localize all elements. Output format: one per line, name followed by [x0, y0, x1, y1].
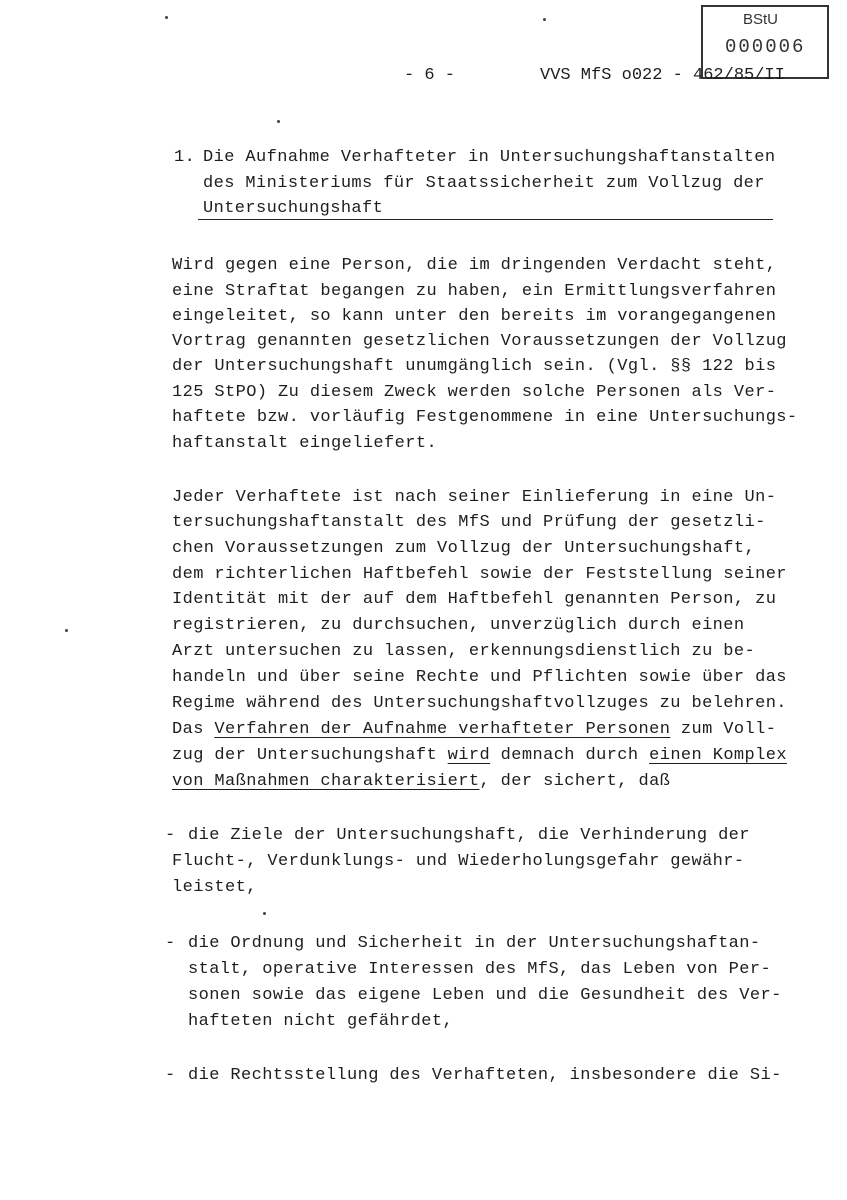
- paragraph-line: Regime während des Untersuchungshaftvollzuges zu belehren.: [172, 694, 787, 713]
- text-run: Das: [172, 720, 215, 739]
- paragraph-line: der Untersuchungshaft unumgänglich sein. (Vgl. §§ 122 bis: [172, 357, 777, 376]
- paragraph-line: chen Voraussetzungen zum Vollzug der Untersuchungshaft,: [172, 539, 756, 558]
- bullet-line: stalt, operative Interessen des MfS, das Leben von Per-: [188, 960, 772, 979]
- stamp-title: BStU: [743, 11, 779, 28]
- paragraph-line: Wird gegen eine Person, die im dringenden Verdacht steht,: [172, 256, 777, 275]
- bullet-line: die Ordnung und Sicherheit in der Untersuchungshaftan-: [188, 934, 761, 953]
- paragraph-line: tersuchungshaftanstalt des MfS und Prüfung der gesetzli-: [172, 513, 766, 532]
- paragraph-line: 125 StPO) Zu diesem Zweck werden solche Personen als Ver-: [172, 383, 777, 402]
- bullet-line: sonen sowie das eigene Leben und die Gesundheit des Ver-: [188, 986, 782, 1005]
- page-number: - 6 -: [404, 66, 456, 85]
- scan-speck: [165, 16, 168, 19]
- section-number: 1.: [174, 148, 196, 167]
- bullet-dash: -: [165, 826, 176, 845]
- section-title-line: des Ministeriums für Staatssicherheit zum Vollzug der: [203, 174, 765, 193]
- paragraph-line: eingeleitet, so kann unter den bereits im vorangegangenen: [172, 307, 777, 326]
- paragraph-line: haftanstalt eingeliefert.: [172, 434, 438, 453]
- paragraph-line: dem richterlichen Haftbefehl sowie der Feststellung seiner: [172, 565, 787, 584]
- text-run: zum Voll-: [670, 720, 777, 739]
- paragraph-line: Identität mit der auf dem Haftbefehl genannten Person, zu: [172, 590, 777, 609]
- paragraph-line: registrieren, zu durchsuchen, unverzüglich durch einen: [172, 616, 745, 635]
- underlined-phrase: von Maßnahmen charakterisiert: [172, 772, 480, 791]
- underlined-phrase: einen Komplex: [649, 746, 787, 765]
- paragraph-line: Arzt untersuchen zu lassen, erkennungsdienstlich zu be-: [172, 642, 756, 661]
- document-reference: VVS MfS o022 - 462/85/II: [540, 66, 785, 85]
- bullet-line: die Ziele der Untersuchungshaft, die Verhinderung der: [188, 826, 750, 845]
- paragraph-line: [172, 746, 787, 765]
- bullet-line: hafteten nicht gefährdet,: [188, 1012, 454, 1031]
- underlined-phrase: Verfahren der Aufnahme verhafteter Personen: [214, 720, 671, 739]
- paragraph-line: haftete bzw. vorläufig Festgenommene in eine Untersuchungs-: [172, 408, 798, 427]
- text-run: demnach durch: [490, 746, 650, 765]
- paragraph-line: Jeder Verhaftete ist nach seiner Einlieferung in eine Un-: [172, 488, 777, 507]
- paragraph-line: [172, 720, 776, 739]
- section-title-line: Die Aufnahme Verhafteter in Untersuchungshaftanstalten: [203, 148, 776, 167]
- paragraph-line: handeln und über seine Rechte und Pflichten sowie über das: [172, 668, 787, 687]
- bullet-dash: -: [165, 1066, 176, 1085]
- text-run: zug der Untersuchungshaft: [172, 746, 448, 765]
- heading-underline: [198, 219, 773, 220]
- bullet-line: die Rechtsstellung des Verhafteten, insbesondere die Si-: [188, 1066, 782, 1085]
- scan-speck: [263, 912, 266, 915]
- paragraph-line: Vortrag genannten gesetzlichen Voraussetzungen der Vollzug: [172, 332, 787, 351]
- bullet-dash: -: [165, 934, 176, 953]
- paragraph-line: [172, 772, 670, 791]
- bullet-line: leistet,: [172, 878, 257, 897]
- scan-speck: [543, 18, 546, 21]
- stamp-number: 000006: [725, 36, 806, 58]
- section-title-line: Untersuchungshaft: [203, 199, 384, 218]
- paragraph-line: eine Straftat begangen zu haben, ein Ermittlungsverfahren: [172, 282, 777, 301]
- underlined-phrase: wird: [447, 746, 491, 765]
- text-run: , der sichert, daß: [479, 772, 671, 791]
- scan-speck: [65, 629, 68, 632]
- bullet-line: Flucht-, Verdunklungs- und Wiederholungsgefahr gewähr-: [172, 852, 745, 871]
- scan-speck: [277, 120, 280, 123]
